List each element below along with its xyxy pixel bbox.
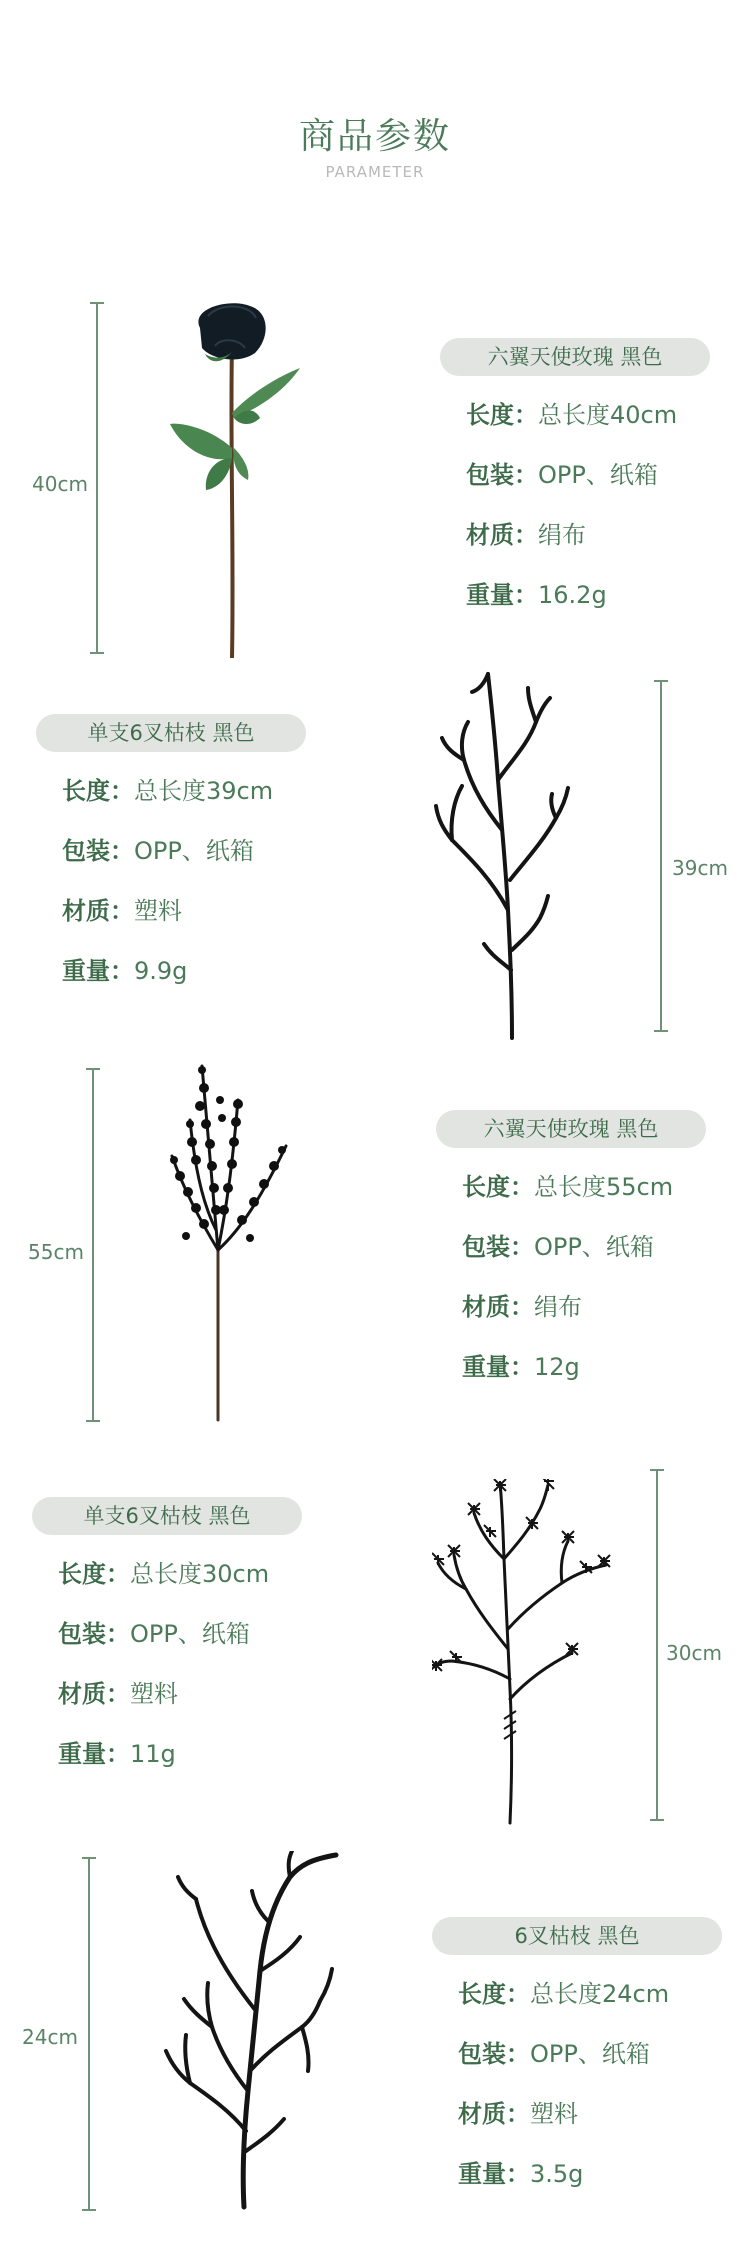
spec-value: 12g (534, 1353, 580, 1381)
spec-key: 重量： (462, 1353, 534, 1381)
spec-value: 3.5g (530, 2160, 584, 2188)
product-5 (0, 1845, 750, 2245)
spec-card (36, 714, 326, 990)
thorny-branch-image (432, 1479, 612, 1825)
height-ruler (82, 1857, 96, 2211)
spec-value: OPP、纸箱 (534, 1233, 654, 1261)
spec-value: 绢布 (538, 521, 586, 549)
spec-card (440, 338, 730, 614)
spec-key: 重量： (62, 957, 134, 985)
spec-key: 长度： (62, 777, 134, 805)
spec-length (462, 1168, 726, 1206)
black-rose-image (160, 298, 310, 660)
spec-card (436, 1110, 726, 1386)
spec-packaging (458, 2035, 722, 2073)
height-ruler (654, 680, 668, 1032)
spec-card (432, 1917, 722, 2193)
spec-length (58, 1555, 322, 1593)
spec-card (32, 1497, 322, 1773)
berry-stem-image (160, 1060, 290, 1422)
spec-value: 塑料 (134, 897, 182, 925)
spec-value: OPP、纸箱 (530, 2040, 650, 2068)
spec-key: 重量： (58, 1740, 130, 1768)
spec-value: 总长度40cm (538, 401, 678, 429)
spec-key: 材质： (62, 897, 134, 925)
product-2 (0, 670, 750, 1050)
spec-material (466, 516, 730, 554)
spec-packaging (466, 456, 730, 494)
spec-key: 包装： (58, 1620, 130, 1648)
spec-value: 总长度24cm (530, 1980, 670, 2008)
height-ruler (86, 1068, 100, 1422)
spec-material (58, 1675, 322, 1713)
spec-length (62, 772, 326, 810)
height-label: 40cm (32, 472, 88, 496)
spec-value: 总长度39cm (134, 777, 274, 805)
spec-length (466, 396, 730, 434)
product-4 (0, 1455, 750, 1835)
product-1 (0, 290, 750, 670)
spec-packaging (62, 832, 326, 870)
spec-key: 包装： (62, 837, 134, 865)
spec-key: 材质： (462, 1293, 534, 1321)
spec-key: 材质： (58, 1680, 130, 1708)
spec-packaging (58, 1615, 322, 1653)
spec-material (458, 2095, 722, 2133)
spec-weight (458, 2155, 722, 2193)
spec-material (462, 1288, 726, 1326)
height-ruler (90, 302, 104, 654)
height-label: 55cm (28, 1240, 84, 1264)
spec-value: 绢布 (534, 1293, 582, 1321)
spec-value: OPP、纸箱 (130, 1620, 250, 1648)
spec-key: 长度： (58, 1560, 130, 1588)
spec-packaging (462, 1228, 726, 1266)
spec-key: 包装： (458, 2040, 530, 2068)
spec-value: 总长度30cm (130, 1560, 270, 1588)
spec-weight (462, 1348, 726, 1386)
height-label: 24cm (22, 2025, 78, 2049)
spec-key: 长度： (462, 1173, 534, 1201)
spec-key: 长度： (458, 1980, 530, 2008)
height-label: 30cm (666, 1641, 722, 1665)
spec-length (458, 1975, 722, 2013)
height-label: 39cm (672, 856, 728, 880)
spec-value: OPP、纸箱 (538, 461, 658, 489)
product-name: 6叉枯枝 黑色 (432, 1917, 722, 1955)
spec-value: 16.2g (538, 581, 607, 609)
spec-key: 重量： (458, 2160, 530, 2188)
spec-key: 长度： (466, 401, 538, 429)
spec-weight (58, 1735, 322, 1773)
spec-value: 塑料 (130, 1680, 178, 1708)
product-name: 单支6叉枯枝 黑色 (32, 1497, 302, 1535)
section-header (0, 108, 750, 181)
spec-value: 总长度55cm (534, 1173, 674, 1201)
spec-key: 重量： (466, 581, 538, 609)
product-3 (0, 1060, 750, 1440)
spec-value: 塑料 (530, 2100, 578, 2128)
spec-weight (62, 952, 326, 990)
spec-material (62, 892, 326, 930)
section-subtitle: PARAMETER (325, 163, 425, 181)
product-name: 六翼天使玫瑰 黑色 (436, 1110, 706, 1148)
spec-key: 材质： (458, 2100, 530, 2128)
product-name: 六翼天使玫瑰 黑色 (440, 338, 710, 376)
spec-key: 包装： (466, 461, 538, 489)
branch-image (432, 670, 572, 1040)
spec-value: OPP、纸箱 (134, 837, 254, 865)
spec-weight (466, 576, 730, 614)
spec-key: 材质： (466, 521, 538, 549)
spec-value: 11g (130, 1740, 176, 1768)
height-ruler (650, 1469, 664, 1821)
spec-value: 9.9g (134, 957, 188, 985)
spec-key: 包装： (462, 1233, 534, 1261)
section-title: 商品参数 (298, 116, 451, 157)
product-name: 单支6叉枯枝 黑色 (36, 714, 306, 752)
dry-branch-image (160, 1851, 350, 2211)
